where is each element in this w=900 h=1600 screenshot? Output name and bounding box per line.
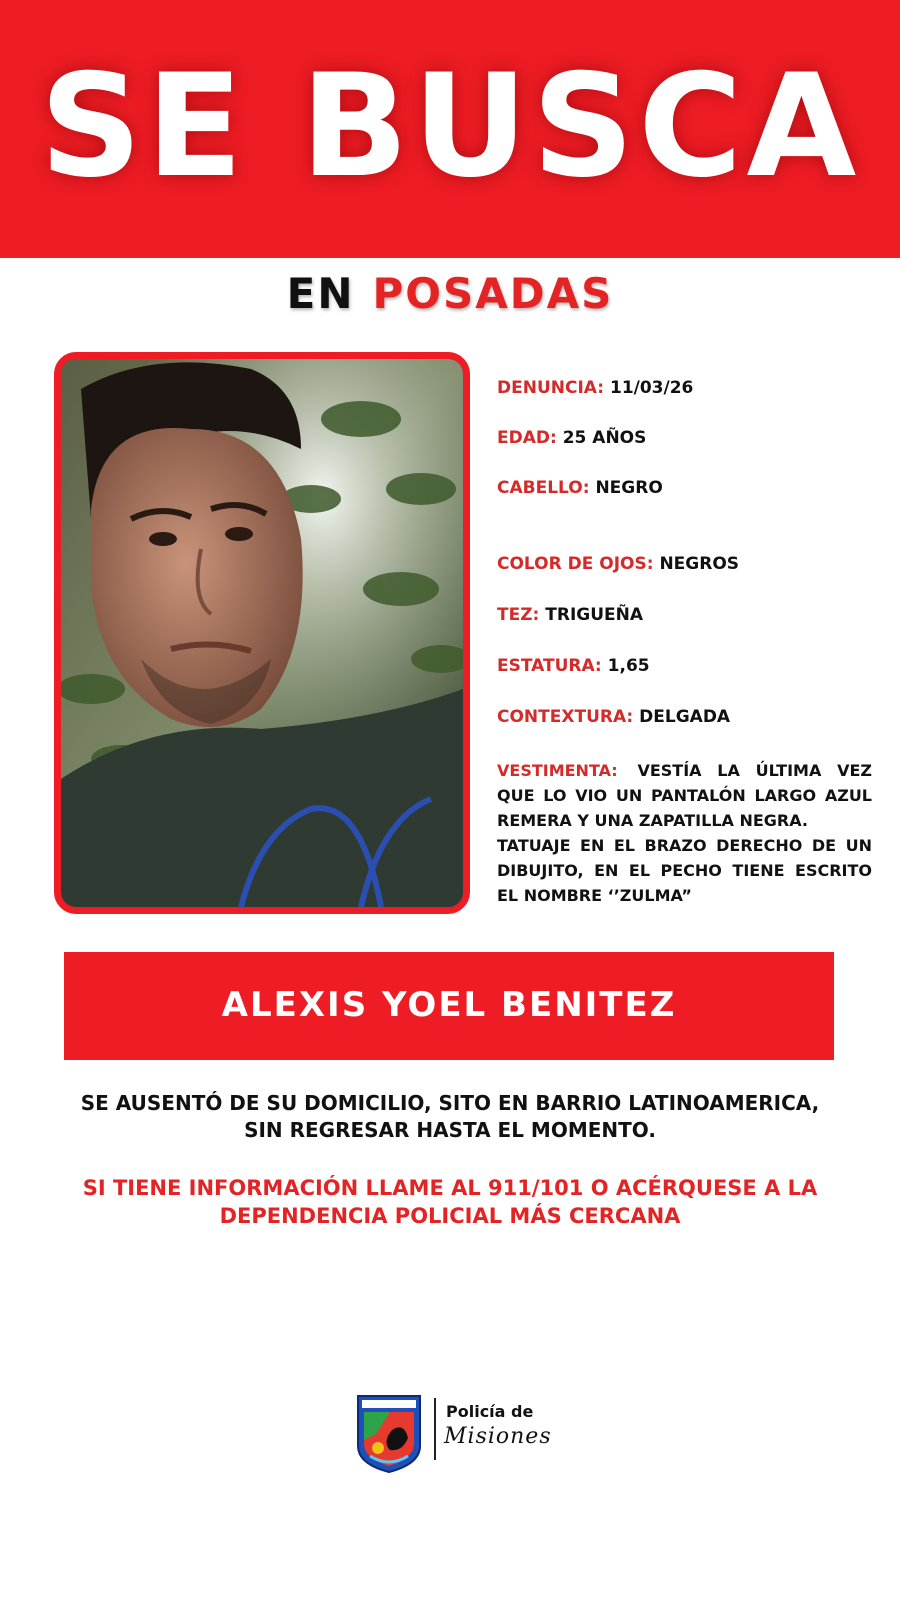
estatura-label: ESTATURA: bbox=[497, 656, 602, 676]
absence-line-1: SE AUSENTÓ DE SU DOMICILIO, SITO EN BARRIO LATINOAMERICA, bbox=[80, 1091, 820, 1115]
tez-label: TEZ: bbox=[497, 605, 540, 625]
ojos-value: NEGROS bbox=[659, 554, 740, 574]
logo-divider bbox=[434, 1398, 436, 1460]
photo-image bbox=[61, 359, 463, 907]
detail-contextura bbox=[497, 707, 730, 727]
police-logo bbox=[356, 1394, 556, 1476]
absence-notice bbox=[40, 1090, 860, 1144]
detail-tez bbox=[497, 605, 643, 625]
police-shield-icon bbox=[356, 1394, 422, 1474]
ojos-label: COLOR DE OJOS: bbox=[497, 554, 654, 574]
tez-value: TRIGUEÑA bbox=[545, 605, 644, 625]
call-to-action bbox=[30, 1174, 870, 1230]
call-line-1: SI TIENE INFORMACIÓN LLAME AL 911/101 O ACÉRQUESE A LA bbox=[82, 1176, 818, 1200]
denuncia-value: 11/03/26 bbox=[609, 378, 694, 398]
detail-cabello bbox=[497, 478, 663, 498]
cabello-label: CABELLO: bbox=[497, 478, 590, 498]
edad-label: EDAD: bbox=[497, 428, 557, 448]
missing-person-photo bbox=[54, 352, 470, 914]
detail-denuncia bbox=[497, 378, 693, 398]
detail-vestimenta bbox=[497, 758, 872, 908]
detail-estatura bbox=[497, 656, 650, 676]
detail-edad bbox=[497, 428, 646, 448]
logo-line-2: Misiones bbox=[444, 1424, 552, 1449]
poster-title: SE BUSCA bbox=[39, 44, 861, 209]
edad-value: 25 AÑOS bbox=[562, 428, 647, 448]
absence-line-2: SIN REGRESAR HASTA EL MOMENTO. bbox=[244, 1118, 656, 1142]
detail-ojos bbox=[497, 554, 739, 574]
name-banner bbox=[64, 952, 834, 1060]
call-line-2: DEPENDENCIA POLICIAL MÁS CERCANA bbox=[219, 1204, 681, 1228]
denuncia-label: DENUNCIA: bbox=[497, 378, 605, 398]
estatura-value: 1,65 bbox=[607, 656, 650, 676]
cabello-value: NEGRO bbox=[595, 478, 663, 498]
vestimenta-label: VESTIMENTA: bbox=[497, 761, 618, 780]
tattoo-description: TATUAJE EN EL BRAZO DERECHO DE UN DIBUJITO, EN EL PECHO TIENE ESCRITO EL NOMBRE ‘’ZULMA” bbox=[497, 836, 872, 905]
contextura-label: CONTEXTURA: bbox=[497, 707, 634, 727]
person-name: ALEXIS YOEL BENITEZ bbox=[221, 985, 677, 1025]
logo-line-1: Policía de bbox=[446, 1402, 534, 1421]
location-prefix: EN bbox=[286, 269, 355, 318]
header-banner bbox=[0, 0, 900, 258]
location-city: POSADAS bbox=[372, 269, 614, 318]
contextura-value: DELGADA bbox=[639, 707, 731, 727]
vestimenta-value: VESTÍA LA ÚLTIMA VEZ QUE LO VIO UN PANTALÓN LARGO AZUL REMERA Y UNA ZAPATILLA NEGRA. bbox=[497, 761, 872, 830]
location-heading bbox=[0, 266, 900, 322]
